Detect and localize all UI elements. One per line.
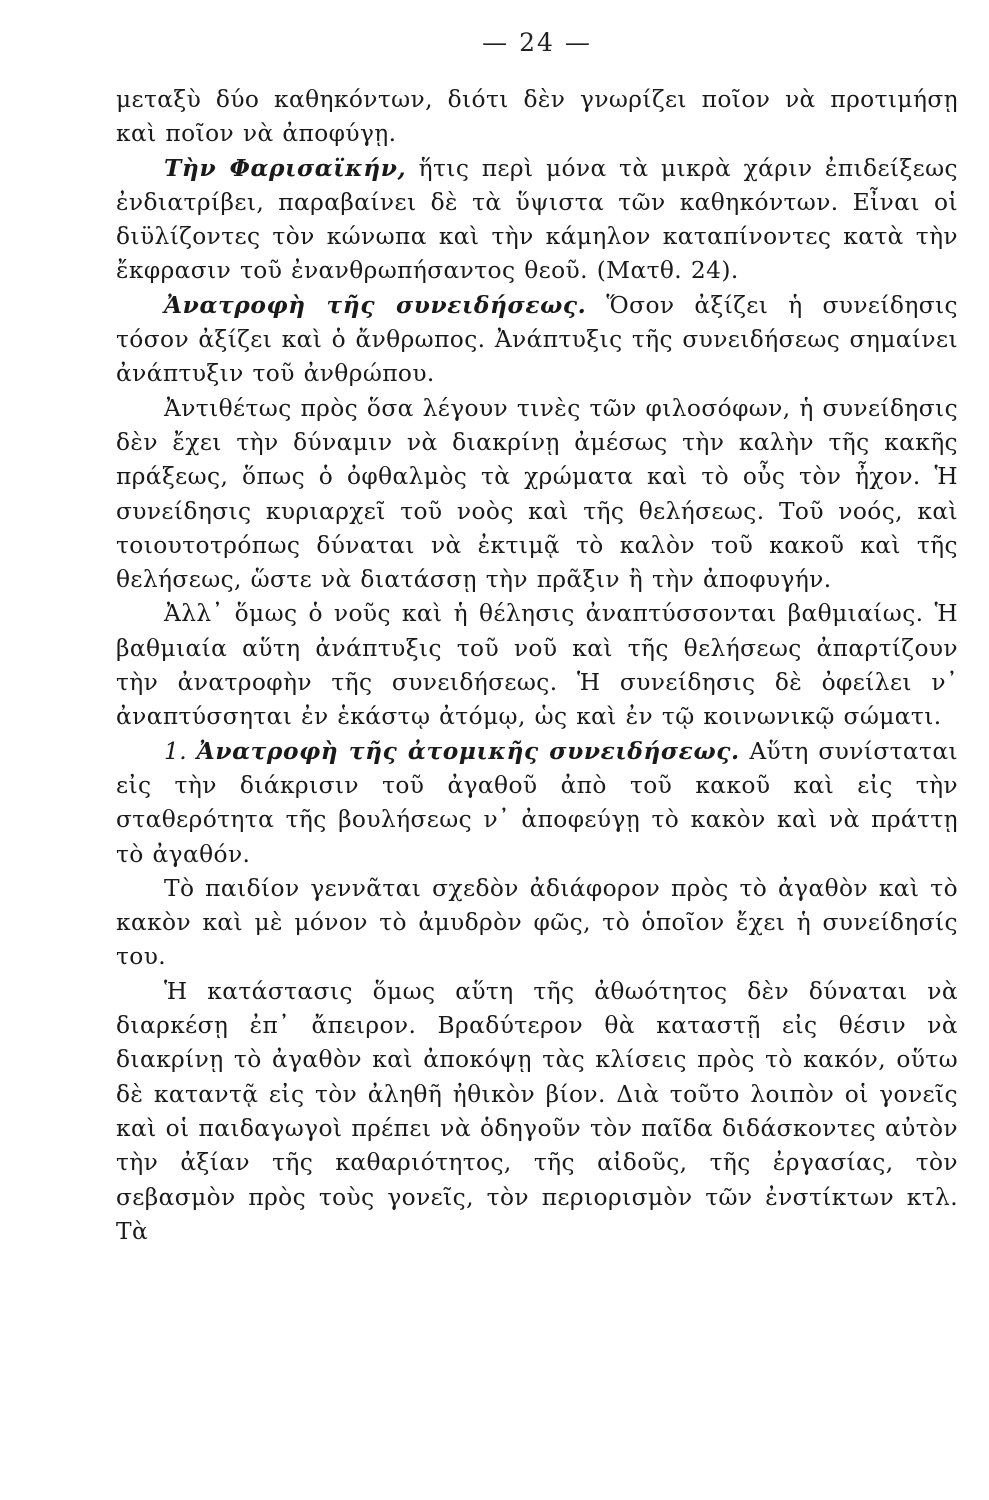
page-number: — 24 — (482, 28, 592, 57)
paragraph-4 (116, 392, 958, 598)
paragraph-3 (116, 289, 958, 392)
paragraph-text: Αὕτη συνίσταται εἰς τὴν διάκρισιν τοῦ ἀγαθοῦ ἀπὸ τοῦ κακοῦ καὶ εἰς τὴν σταθερότητα τῆς βουλήσεως ν᾽ ἀποφεύγῃ τὸ κακὸν καὶ νὰ πράττῃ τὸ ἀγαθόν. (116, 737, 959, 868)
paragraph-7 (116, 872, 958, 975)
section-heading-pharisaic: Τὴν Φαρισαϊκήν, (164, 154, 407, 182)
section-heading-conscience-upbringing: Ἀνατροφὴ τῆς συνειδήσεως. (164, 291, 587, 319)
section-number: 1. (164, 737, 188, 765)
paragraph-2 (116, 152, 958, 289)
paragraph-text: Ἡ κατάστασις ὅμως αὕτη τῆς ἀθωότητος δὲν δύναται νὰ διαρκέσῃ ἐπ᾽ ἄπειρον. Βραδύτερον θὰ καταστῇ εἰς θέσιν νὰ διακρίνῃ τὸ ἀγαθὸν καὶ ἀποκόψῃ τὰς κλίσεις πρὸς τὸ κακόν, οὕτω δὲ καταντᾷ εἰς τὸν ἀληθῆ ἠθικὸν βίον. Διὰ τοῦτο λοιπὸν οἱ γονεῖς καὶ οἱ παιδαγωγοὶ πρέπει νὰ ὁδηγοῦν τὸν παῖδα διδάσκοντες αὐτὸν τὴν ἀξίαν τῆς καθαριότητος, τῆς αἰδοῦς, τῆς ἐργασίας, τὸν σεβασμὸν πρὸς τοὺς γονεῖς, τὸν περιορισμὸν τῶν ἐνστίκτων κτλ. Τὰ (116, 977, 958, 1245)
paragraph-text: Ἀντιθέτως πρὸς ὅσα λέγουν τινὲς τῶν φιλοσόφων, ἡ συνείδησις δὲν ἔχει τὴν δύναμιν νὰ διακρίνῃ ἀμέσως τὴν καλὴν τῆς κακῆς πράξεως, ὅπως ὁ ὀφθαλμὸς τὰ χρώματα καὶ τὸ οὖς τὸν ἦχον. Ἡ συνείδησις κυριαρχεῖ τοῦ νοὸς καὶ τῆς θελήσεως. Τοῦ νοός, καὶ τοιουτοτρόπως δύναται νὰ ἐκτιμᾷ τὸ καλὸν τοῦ κακοῦ καὶ τῆς θελήσεως, ὥστε νὰ διατάσσῃ τὴν πρᾶξιν ἢ τὴν ἀποφυγήν. (116, 394, 959, 594)
paragraph-8 (116, 975, 958, 1249)
paragraph-6 (116, 735, 958, 872)
paragraph-text: μεταξὺ δύο καθηκόντων, διότι δὲν γνωρίζει ποῖον νὰ προτιμήσῃ καὶ ποῖον νὰ ἀποφύγῃ. (116, 86, 958, 148)
paragraph-5 (116, 597, 958, 734)
paragraph-text: Ὅσον ἀξίζει ἡ συνείδησις τόσον ἀξίζει καὶ ὁ ἄνθρωπος. Ἀνάπτυξις τῆς συνειδήσεως σημαίνει ἀνάπτυξιν τοῦ ἀνθρώπου. (116, 291, 959, 388)
paragraph-text: Τὸ παιδίον γεννᾶται σχεδὸν ἀδιάφορον πρὸς τὸ ἀγαθὸν καὶ τὸ κακὸν καὶ μὲ μόνον τὸ ἀμυδρὸν φῶς, τὸ ὁποῖον ἔχει ἡ συνείδησίς του. (116, 874, 958, 971)
section-heading-individual-conscience: Ἀνατροφὴ τῆς ἀτομικῆς συνειδήσεως. (196, 737, 740, 765)
paragraph-text: Ἀλλ᾽ ὅμως ὁ νοῦς καὶ ἡ θέλησις ἀναπτύσσονται βαθμιαίως. Ἡ βαθμιαία αὕτη ἀνάπτυξις τοῦ νοῦ καὶ τῆς θελήσεως ἀπαρτίζουν τὴν ἀνατροφὴν τῆς συνειδήσεως. Ἡ συνείδησις δὲ ὀφείλει ν᾽ ἀναπτύσσηται ἐν ἑκάστῳ ἀτόμῳ, ὡς καὶ ἐν τῷ κοινωνικῷ σώματι. (116, 600, 958, 731)
paragraph-text: ἥτις περὶ μόνα τὰ μικρὰ χάριν ἐπιδείξεως ἐνδιατρίβει, παραβαίνει δὲ τὰ ὕψιστα τῶν καθηκόντων. Εἶναι οἱ διϋλίζοντες τὸν κώνωπα καὶ τὴν κάμηλον καταπίνοντες κατὰ τὴν ἔκφρασιν τοῦ ἐνανθρωπήσαντος θεοῦ. (Ματθ. 24). (116, 154, 958, 285)
page (116, 28, 958, 1249)
paragraph-1 (116, 83, 958, 152)
